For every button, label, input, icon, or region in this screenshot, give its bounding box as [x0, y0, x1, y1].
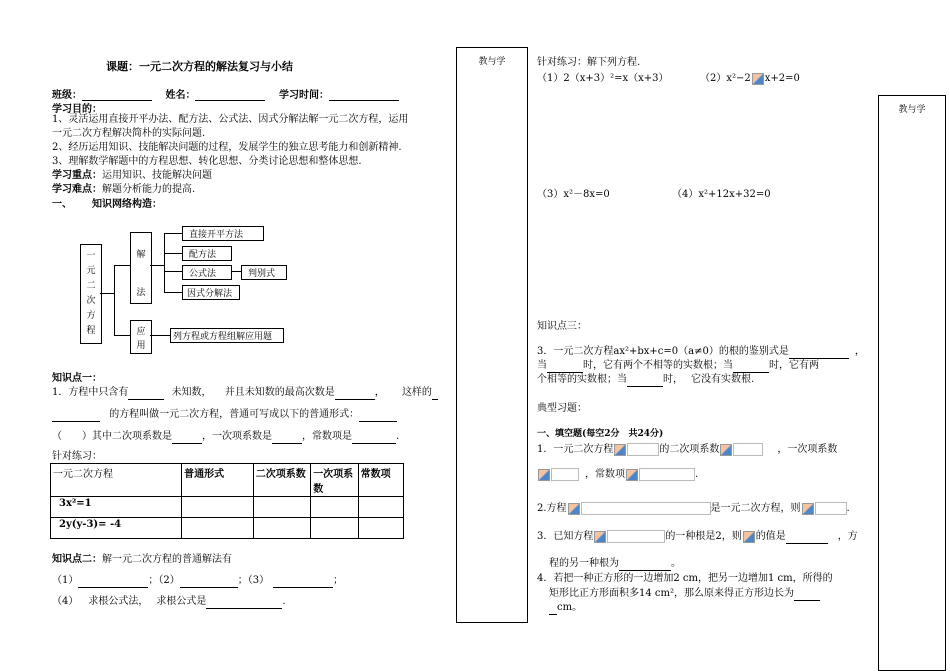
tree-branch-solve-char: 法 — [136, 288, 146, 298]
question-text: 1．一元二次方程 — [537, 444, 614, 455]
broken-image-icon — [538, 469, 550, 481]
tree-root-char: 次 — [86, 296, 96, 306]
formula-field[interactable] — [627, 443, 659, 456]
kp2-methods-line — [52, 574, 343, 588]
question-text: . — [695, 469, 699, 480]
table-cell: 2y(y-3)= -4 — [51, 518, 182, 539]
equation-2-part: x+2=0 — [764, 73, 800, 84]
question-3-cont — [549, 557, 681, 571]
objective-line-2: 一元二次方程解决简朴的实际问题. — [52, 128, 206, 139]
kp3-text: 时， — [663, 374, 683, 385]
equation-2-part: （2）x²−2 — [700, 73, 751, 84]
kp2-text: ；（3） — [237, 575, 270, 586]
kp3-line-3 — [537, 373, 754, 387]
kp1-blank-const[interactable] — [352, 432, 396, 444]
kp1-text: ）其中二次项系数是 — [82, 431, 172, 442]
table-header-row — [51, 464, 404, 497]
kp2-text: . — [282, 596, 286, 607]
kp1-line-2 — [52, 408, 397, 422]
table-cell[interactable] — [182, 497, 254, 518]
tree-method-formula: 公式法 — [182, 265, 232, 280]
kp3-text: 当 — [537, 360, 547, 371]
answer-blank[interactable] — [619, 559, 671, 571]
table-row — [51, 518, 404, 539]
tree-branch-solve — [130, 232, 152, 304]
kp1-line-3 — [52, 430, 399, 444]
side-column-right — [878, 95, 946, 671]
kp1-blank-quad-coef[interactable] — [172, 432, 202, 444]
name-blank[interactable] — [195, 89, 265, 101]
header-fields — [52, 86, 399, 101]
question-3 — [537, 530, 858, 544]
question-text: 的二次项系数 — [659, 444, 720, 455]
difficulty-label: 学习难点： — [52, 184, 102, 195]
kp2-label: 知识点二： — [52, 554, 102, 565]
kp2-blank-formula[interactable] — [206, 597, 282, 609]
equation-3: （3）x²－8x=0 — [537, 189, 610, 200]
class-label: 班级： — [52, 90, 82, 101]
kp1-blank-unknowns[interactable] — [128, 388, 164, 400]
tree-root — [80, 244, 102, 344]
broken-image-icon — [720, 444, 732, 456]
side-column-middle — [456, 47, 528, 623]
table-cell[interactable] — [182, 518, 254, 539]
table-header: 一次项系数 — [311, 464, 358, 497]
objective-line-4: 3、理解数学解题中的方程思想、转化思想、分类讨论思想和整体思想. — [52, 156, 362, 167]
tree-root-char: 程 — [86, 326, 96, 336]
tree-method-complete-square: 配方法 — [182, 246, 232, 261]
tree-root-char: 方 — [86, 311, 96, 321]
objective-line-1: 1、灵活运用直接开平办法、配方法、公式法、因式分解法解一元二次方程，运用 — [52, 114, 409, 125]
question-text: 的一种根是2，则 — [665, 531, 742, 542]
question-text: 的值是 — [755, 531, 786, 542]
time-label: 学习时间： — [278, 90, 329, 101]
question-text: ，一次项系数 — [777, 444, 838, 455]
side-label: 教与学 — [478, 57, 506, 67]
broken-image-icon — [568, 503, 580, 515]
objective-line-3: 2、经历运用知识、技能解决问题的过程，发展学生的独立思考能力和创新精神. — [52, 142, 402, 153]
table-row — [51, 497, 404, 518]
kp3-line-1 — [537, 345, 865, 359]
broken-image-icon — [743, 531, 755, 543]
kp3-blank-two-distinct[interactable] — [547, 361, 583, 373]
equation-2 — [700, 72, 800, 86]
kp1-text: ，一次项系数是 — [202, 431, 272, 442]
table-header: 二次项系数 — [253, 464, 310, 497]
kp2-formula-line — [52, 595, 286, 609]
right-practice-title: 针对练习：解下列方程. — [537, 57, 641, 68]
equation-1: （1）2（x+3）²=x（x+3） — [537, 73, 669, 84]
answer-field[interactable] — [551, 468, 579, 481]
fill-in-title: 一、填空题(每空2分 共24分) — [537, 429, 664, 439]
answer-field[interactable] — [733, 443, 763, 456]
question-4-cont — [549, 587, 820, 601]
kp3-label: 知识点三： — [537, 321, 587, 332]
question-4-unit — [549, 601, 582, 615]
tree-branch-apply-char: 用 — [136, 341, 146, 351]
tree-discriminant: 判别式 — [241, 265, 287, 280]
kp1-text: 这样的 — [401, 387, 432, 398]
practice-label: 针对练习： — [52, 451, 102, 462]
kp1-blank-form[interactable] — [359, 410, 397, 422]
question-text: 3．已知方程 — [537, 531, 594, 542]
typical-exercises-label: 典型习题： — [537, 403, 587, 414]
tree-branch-apply — [130, 320, 152, 354]
question-text: ，方 — [837, 531, 858, 542]
kp2-text: （1） — [52, 575, 79, 586]
kp1-text: 的方程叫做一元二次方程，普通可写成以下的普通形式： — [109, 409, 360, 420]
kp1-text: ， — [374, 387, 385, 398]
table-cell[interactable] — [311, 497, 358, 518]
page-title: 课题：一元二次方程的解法复习与小结 — [106, 60, 293, 73]
broken-image-icon — [594, 531, 606, 543]
side-label: 教与学 — [898, 105, 926, 115]
kp1-blank-lin-coef[interactable] — [272, 432, 302, 444]
equation-4: （4）x²+12x+32=0 — [672, 189, 771, 200]
table-cell[interactable] — [311, 518, 358, 539]
kp2-text: 求根公式是 — [156, 596, 207, 607]
kp2-text: （4） — [52, 596, 79, 607]
table-header: 普通形式 — [182, 464, 254, 497]
kp1-blank-such[interactable] — [52, 410, 100, 422]
question-1 — [537, 443, 837, 457]
question-text: 。 — [671, 558, 681, 569]
section1-num: 一、 — [52, 199, 72, 210]
table-cell[interactable] — [253, 497, 310, 518]
kp1-blank-tail[interactable] — [432, 388, 438, 400]
kp3-blank-discriminant[interactable] — [789, 347, 849, 359]
kp1-text: 未知数， — [171, 387, 212, 398]
time-blank[interactable] — [329, 89, 399, 101]
kp2-text: 求根公式法， — [88, 596, 149, 607]
answer-blank-tail[interactable] — [549, 603, 557, 615]
tree-method-direct: 直接开平方法 — [182, 226, 264, 241]
question-text: 是一元二次方程，则 — [710, 503, 801, 514]
section1-title: 知识网络构造： — [92, 199, 162, 210]
formula-field[interactable] — [581, 502, 711, 515]
formula-field[interactable] — [607, 530, 665, 543]
question-2 — [537, 502, 850, 516]
kp3-line-2 — [537, 359, 819, 373]
question-text: cm。 — [557, 602, 583, 613]
focus-text: 运用知识、技能解决问题 — [102, 170, 212, 181]
kp2-text: ； — [333, 575, 344, 586]
question-text: . — [846, 503, 850, 514]
table-header: 常数项 — [358, 464, 403, 497]
tree-root-char: 一 — [86, 251, 96, 261]
tree-root-char: 元 — [86, 266, 96, 276]
question-1-cont — [537, 468, 698, 482]
kp1-text: （ — [52, 431, 62, 442]
question-text: 矩形比正方形面积多14 cm²，那么原来得正方形边长为 — [549, 588, 794, 599]
broken-image-icon — [614, 444, 626, 456]
difficulty-text: 解题分析能力的提高. — [102, 184, 196, 195]
name-label: 姓名： — [165, 90, 196, 101]
broken-image-icon — [626, 469, 638, 481]
objectives-heading: 学习目的： — [52, 104, 102, 115]
question-4: 4．若把一种正方形的一边增加2 cm，把另一边增加1 cm，所得的 — [537, 573, 833, 584]
kp1-text: 1．方程中只含有 — [52, 387, 129, 398]
question-text: ，常数项 — [585, 469, 625, 480]
kp3-text: 时，它有两个不相等的实数根；当 — [583, 360, 733, 371]
kp3-text: ， — [854, 346, 865, 357]
kp2-blank-1[interactable] — [78, 576, 148, 588]
table-header: 一元二次方程 — [51, 464, 182, 497]
focus-label: 学习重点： — [52, 170, 102, 181]
answer-field[interactable] — [639, 468, 695, 481]
answer-blank[interactable] — [794, 589, 820, 601]
table-cell[interactable] — [253, 518, 310, 539]
question-text: 程的另一种根为 — [549, 558, 619, 569]
kp3-text: 个相等的实数根；当 — [537, 374, 627, 385]
focus-line — [52, 169, 212, 183]
kp2-text: ；（2） — [148, 575, 180, 586]
table-cell[interactable] — [358, 518, 403, 539]
answer-blank[interactable] — [786, 532, 828, 544]
broken-image-icon — [752, 73, 764, 85]
kp3-text: 时，它有两 — [769, 360, 819, 371]
tree-root-char: 二 — [86, 281, 96, 291]
table-cell[interactable] — [358, 497, 403, 518]
section1-heading — [52, 198, 162, 212]
kp1-blank-degree[interactable] — [335, 388, 375, 400]
kp1-text: 并且未知数的最高次数是 — [224, 387, 335, 398]
kp1-text: . — [396, 431, 400, 442]
tree-branch-solve-char: 解 — [136, 250, 146, 260]
tree-application: 列方程或方程组解应用题 — [170, 328, 284, 343]
difficulty-line — [52, 183, 195, 197]
tree-branch-apply-char: 应 — [136, 327, 146, 337]
kp3-text: 它没有实数根. — [691, 374, 755, 385]
kp2-blank-2[interactable] — [180, 576, 238, 588]
tree-method-factor: 因式分解法 — [182, 285, 240, 300]
table-cell: 3x²=1 — [51, 497, 182, 518]
kp2-text: 解一元二次方程的普通解法有 — [102, 554, 232, 565]
kp3-blank-two-equal[interactable] — [733, 361, 769, 373]
kp1-text: ，常数项是 — [302, 431, 352, 442]
kp3-text: 3．一元二次方程ax²+bx+c=0（a≠0）的根的鉴别式是 — [537, 346, 789, 357]
kp2-line — [52, 553, 232, 567]
practice-table — [50, 463, 404, 539]
answer-field[interactable] — [815, 502, 847, 515]
kp3-blank-no-root[interactable] — [627, 375, 663, 387]
kp1-line-1 — [52, 386, 438, 400]
broken-image-icon — [802, 503, 814, 515]
kp2-blank-3[interactable] — [273, 576, 333, 588]
kp1-label: 知识点一： — [52, 373, 102, 384]
question-text: 2.方程 — [537, 503, 567, 514]
